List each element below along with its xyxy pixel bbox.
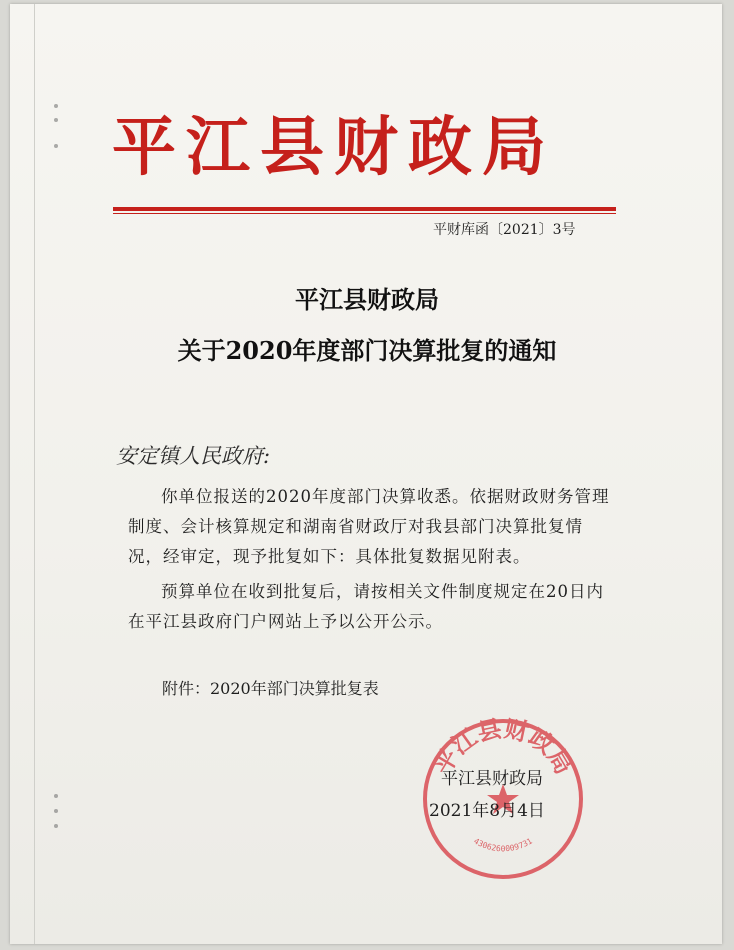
- svg-text:平江县财政局: 平江县财政局: [427, 714, 579, 780]
- document-number: 平财库函〔2021〕3号: [433, 222, 576, 238]
- letterhead-rule-thin: [113, 213, 616, 214]
- letterhead-title: 平江县财政局: [112, 110, 556, 185]
- page-edge-line: [34, 4, 35, 944]
- notice-title-line-1: 平江县财政局: [295, 285, 439, 314]
- signature-date: 2021年8月4日: [429, 801, 545, 821]
- binding-marks: [54, 104, 62, 864]
- notice-title-line-2: 关于2020年度部门决算批复的通知: [177, 336, 557, 365]
- recipient-handwritten: 安定镇人民政府:: [116, 444, 271, 468]
- letterhead-rule-thick: [113, 207, 616, 211]
- body-paragraph: 预算单位在收到批复后，请按相关文件制度规定在20日内在平江县政府门户网站上予以公开公示。: [128, 582, 604, 631]
- svg-text:4306260009731: 4306260009731: [472, 836, 534, 854]
- attachment-line: 附件：2020年部门决算批复表: [162, 679, 379, 698]
- body-paragraph: 你单位报送的2020年度部门决算收悉。依据财政财务管理制度、会计核算规定和湖南省财政厅对我县部门决算批复情况，经审定，现予批复如下：具体批复数据见附表。: [128, 487, 610, 566]
- signature-organization: 平江县财政局: [441, 769, 543, 789]
